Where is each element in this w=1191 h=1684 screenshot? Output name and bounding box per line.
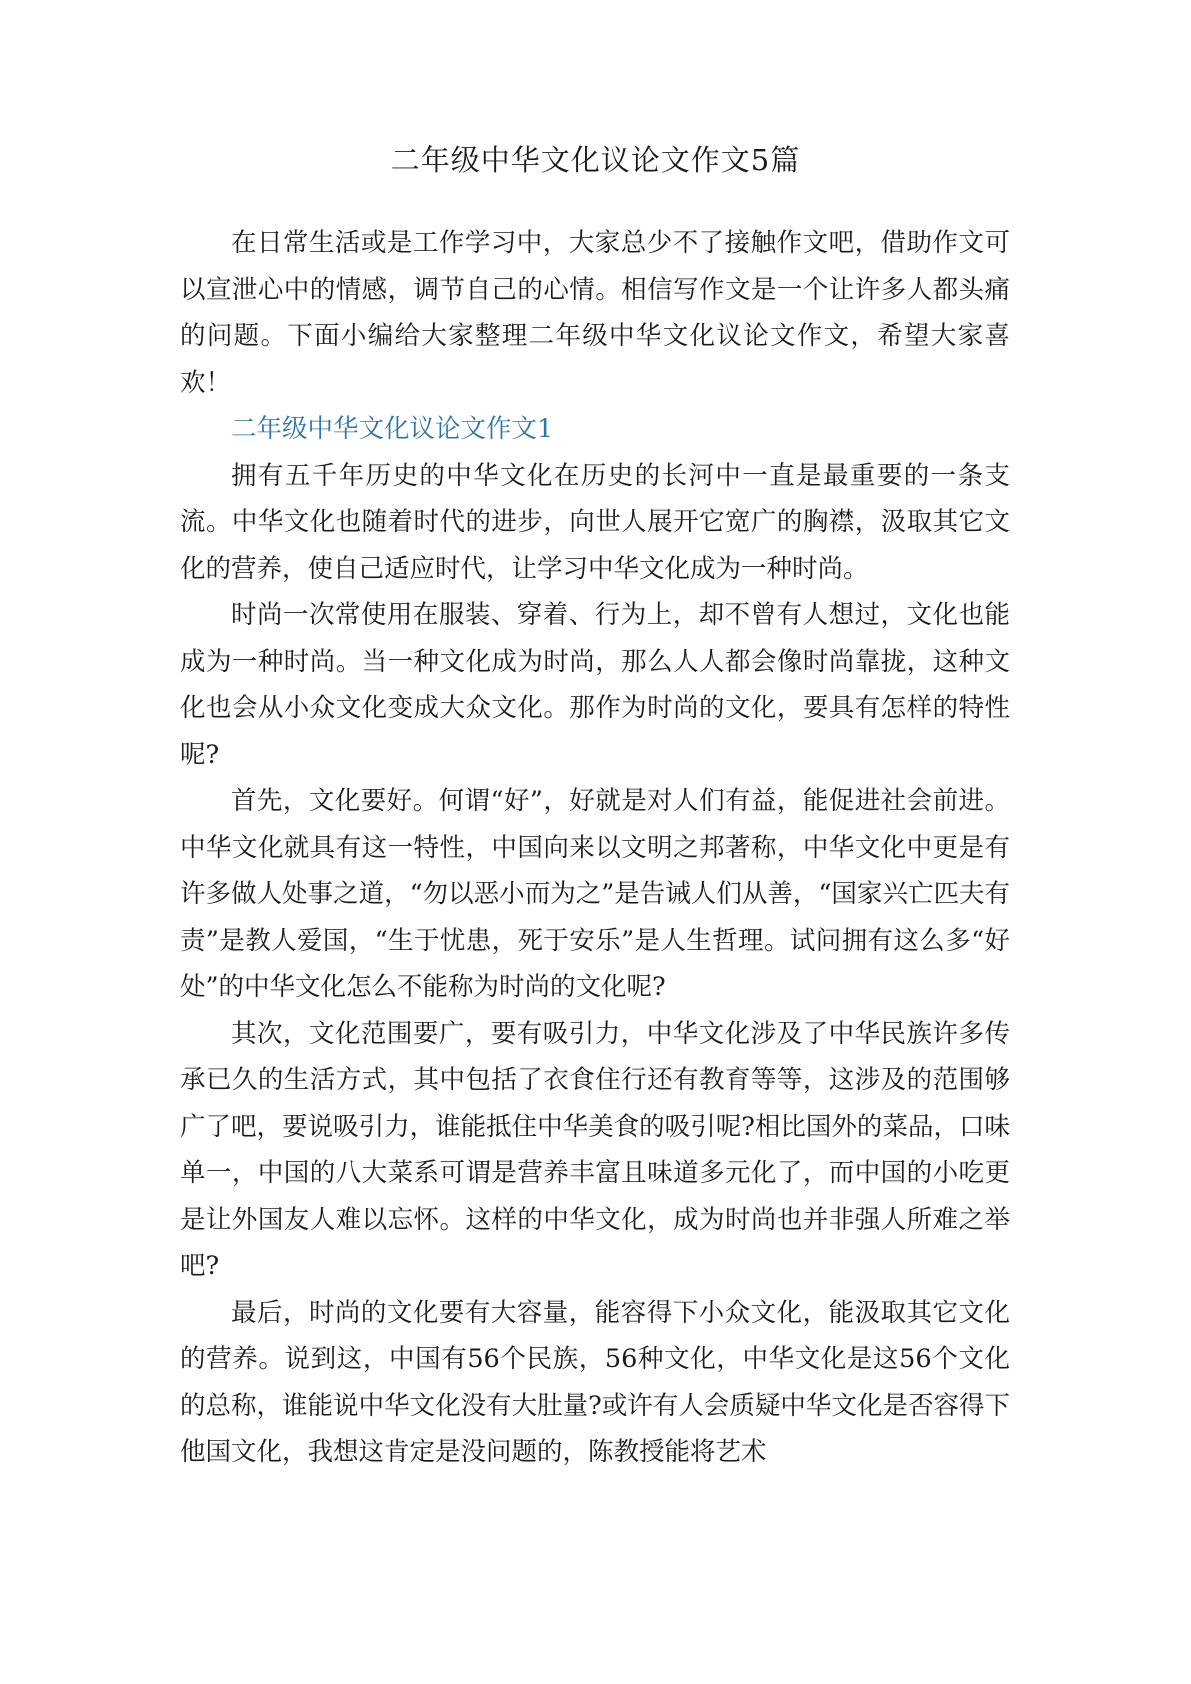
section-heading: 二年级中华文化议论文作文1 <box>231 414 554 444</box>
body-paragraph: 时尚一次常使用在服装、穿着、行为上，却不曾有人想过，文化也能成为一种时尚。当一种文化成为时尚，那么人人都会像时尚靠拢，这种文化也会从小众文化变成大众文化。那作为时尚的文化，要具有怎样的特性呢? <box>180 600 1010 770</box>
intro-paragraph: 在日常生活或是工作学习中，大家总少不了接触作文吧，借助作文可以宣泄心中的情感，调节自己的心情。相信写作文是一个让许多人都头痛的问题。下面小编给大家整理二年级中华文化议论文作文，希望大家喜欢！ <box>180 228 1010 398</box>
body-paragraph: 其次，文化范围要广，要有吸引力，中华文化涉及了中华民族许多传承已久的生活方式，其中包括了衣食住行还有教育等等，这涉及的范围够广了吧，要说吸引力，谁能抵住中华美食的吸引呢?相比国外的菜品，口味单一，中国的八大菜系可谓是营养丰富且味道多元化了，而中国的小吃更是让外国友人难以忘怀。这样的中华文化，成为时尚也并非强人所难之举吧? <box>180 1018 1010 1281</box>
document-body <box>180 220 1010 1476</box>
body-paragraph: 最后，时尚的文化要有大容量，能容得下小众文化，能汲取其它文化的营养。说到这，中国有56个民族，56种文化，中华文化是这56个文化的总称，谁能说中华文化没有大肚量?或许有人会质疑中华文化是否容得下他国文化，我想这肯定是没问题的，陈教授能将艺术 <box>180 1297 1010 1467</box>
document-title: 二年级中华文化议论文作文5篇 <box>390 143 801 177</box>
body-paragraph: 拥有五千年历史的中华文化在历史的长河中一直是最重要的一条支流。中华文化也随着时代的进步，向世人展开它宽广的胸襟，汲取其它文化的营养，使自己适应时代，让学习中华文化成为一种时尚。 <box>180 460 1010 584</box>
body-paragraph: 首先，文化要好。何谓“好”，好就是对人们有益，能促进社会前进。中华文化就具有这一特性，中国向来以文明之邦著称，中华文化中更是有许多做人处事之道，“勿以恶小而为之”是告诫人们从善，“国家兴亡匹夫有责”是教人爱国，“生于忧患，死于安乐”是人生哲理。试问拥有这么多“好处”的中华文化怎么不能称为时尚的文化呢? <box>180 786 1010 1002</box>
